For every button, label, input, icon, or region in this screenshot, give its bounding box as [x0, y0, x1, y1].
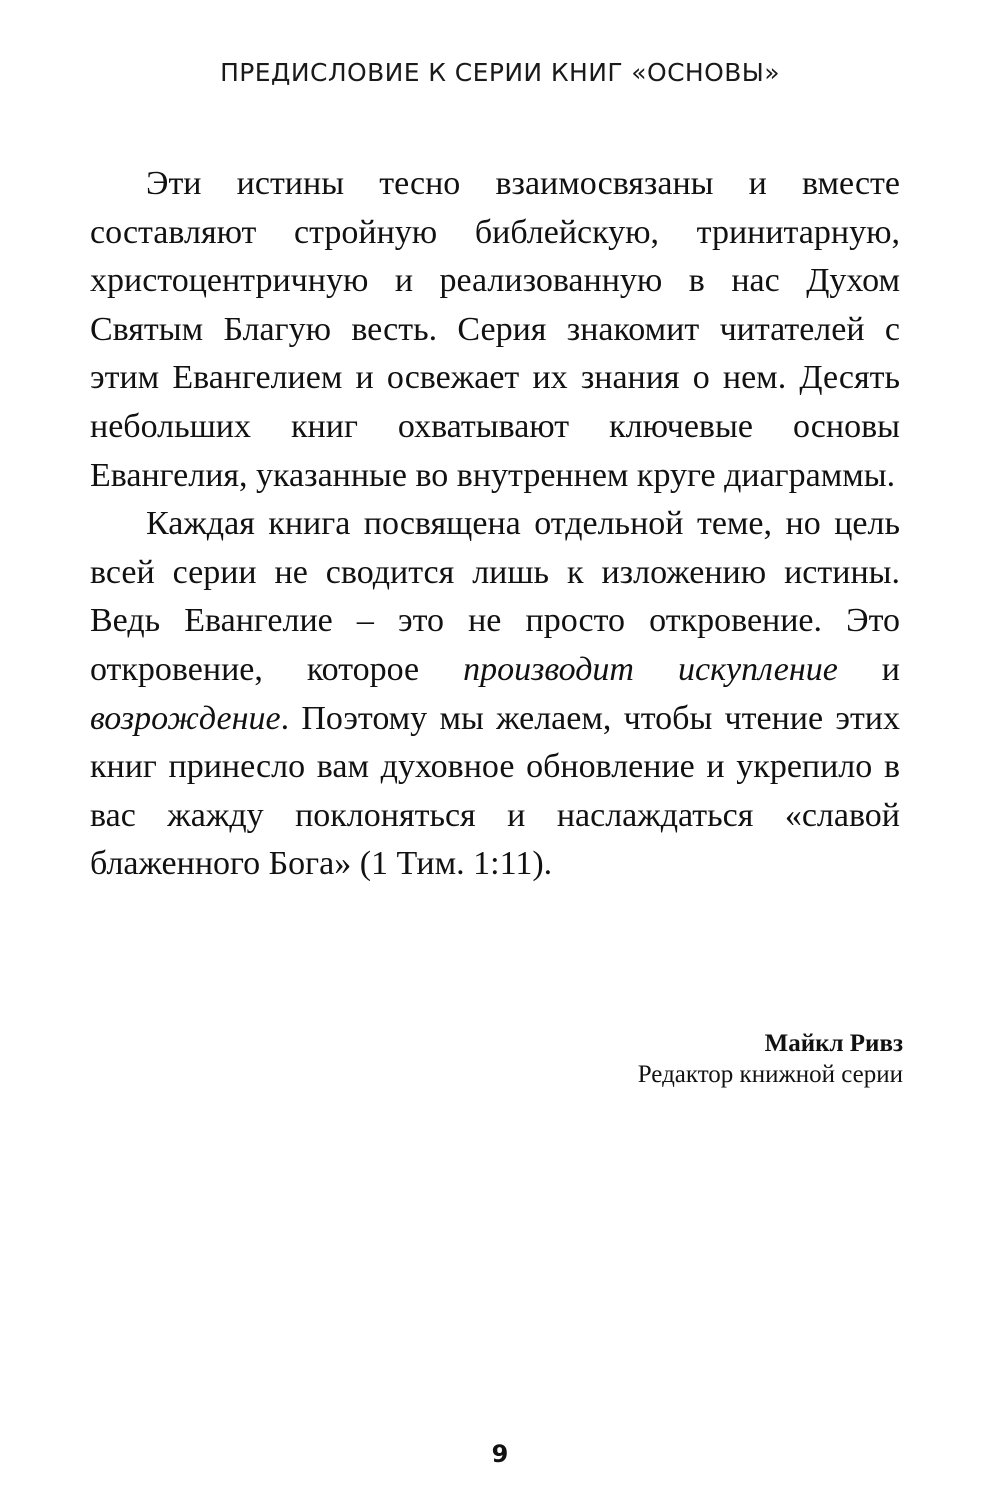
body-text: [90, 160, 900, 889]
author-role: Редактор книжной серии: [637, 1061, 903, 1088]
paragraph-2-part-1: Каждая книга посвящена отдельной теме, но цель всей серии не сводится лишь к изложению истины. Ведь Евангелие – это не просто откровение. Это откровение, которое: [90, 505, 900, 688]
paragraph-2: [90, 500, 900, 889]
paragraph-1: Эти истины тесно взаимосвязаны и вместе составляют стройную библейскую, тринитарную, христоцентричную и реализованную в нас Духом Святым Благую весть. Серия знакомит читателей с этим Евангелием и освежает их знания о нем. Десять небольших книг охватывают ключевые основы Евангелия, указанные во внутреннем круге диаграммы.: [90, 165, 900, 494]
page-number: 9: [491, 1440, 509, 1468]
signature-block: [638, 1028, 903, 1090]
paragraph-2-italic-2: возрождение: [90, 699, 281, 737]
paragraph-2-part-3: . Поэтому мы желаем, чтобы чтение этих книг принесло вам духовное обновление и укрепило в вас жажду поклоняться и наслаждаться «славой блаженного Бога» (1 Тим. 1:11).: [90, 699, 900, 883]
author-name: Майкл Ривз: [764, 1030, 903, 1057]
paragraph-2-part-2: и: [837, 650, 900, 688]
paragraph-2-italic-1: производит искупление: [463, 650, 838, 688]
running-header: ПРЕДИСЛОВИЕ К СЕРИИ КНИГ «ОСНОВЫ»: [220, 58, 780, 87]
